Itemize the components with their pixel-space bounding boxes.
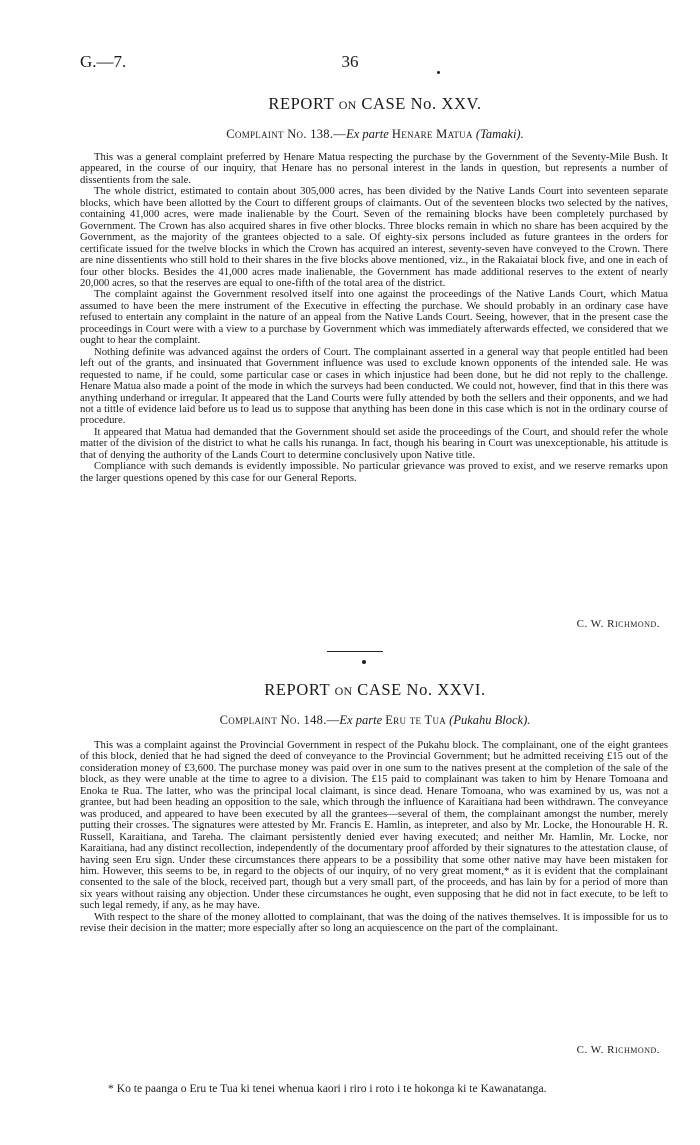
case25-title [80, 94, 670, 114]
case25-place: (Tamaki). [475, 127, 524, 141]
footnote: * Ko te paanga o Eru te Tua ki tenei whenua kaori i riro i roto i te hokonga ki te Kawanatanga. [108, 1082, 547, 1095]
case25-complaint-label: Complaint No. 138.— [226, 127, 347, 141]
case26-complaint-label: Complaint No. 148.— [219, 713, 340, 727]
page-reference: G.—7. [80, 52, 127, 71]
case25-title-case: CASE No. XXV. [361, 94, 482, 113]
case25-paragraph: The whole district, estimated to contain about 305,000 acres, has been divided by the Native Lands Court into seventeen separate blocks, which have been allotted by the Court to different groups of claimants. Out of the seventeen blocks two selected by the natives, containing 41,000 acres, were made inalienable by the Court. Seven of the remaining blocks have been completely purchased by Government. The Crown has also acquired shares in five other blocks. Three blocks remain in which no share has been acquired by the Government, as the majority of the grantees objected to a sale. Of eighty-six persons included as future grantees in the orders for certificate issued for the twelve blocks in which the Crown has acquired an interest, seventy-seven have conveyed to the Crown. There are nine dissentients who still hold to their shares in the five blocks above mentioned, viz., in the Rakaiatai block five, and one in each of four other blocks. Besides the 41,000 acres made inalienable, the Government has made additional reserves to the extent of nearly 20,000 acres, so that the reserves are equal to one-fifth of the total area of the district. [80, 185, 668, 289]
header-dot [437, 71, 440, 74]
case26-complainant-name: Eru te Tua [385, 713, 447, 727]
case25-signature: C. W. Richmond. [576, 618, 660, 630]
case26-paragraph: This was a complaint against the Provincial Government in respect of the Pukahu block. The complainant, one of the eight grantees of this block, denied that he had signed the deed of conveyance to the Provincial Government; but he admitted receiving £15 out of the consideration money of £3,600. The purchase money was paid over in one sum to the natives present at the completion of the sale of the block, as they were unable at the time to agree to a division. The £15 paid to complainant was taken to him by Henare Tomoana and Enoka te Rua. The latter, who was the principal local claimant, is since dead. Henare Tomoana, who was examined by us, was not a grantee, but had been heading an opposition to the sale, which through the influence of Karaitiana had been withdrawn. The conveyance was produced, and appeared to have been executed by all the grantees—several of them, the complainant amongst the number, merely putting their crosses. The signatures were attested by Mr. Francis E. Hamlin, as intepreter, and also by Mr. Locke, the Honourable H. R. Russell, Karaitiana, and Tareha. The claimant persistently denied ever having executed; and neither Mr. Hamlin, Mr. Locke, nor Karaitiana, had any distinct recollection, independently of the documentary proof afforded by their signatures to the attestation clause, of having seen Eru sign. Under these circumstances there appears to be a possibility that some other native may have been mistaken for him. However, this seems to be, in regard to the objects of our inquiry, of no very great moment,* as it is evident that the complainant consented to the sale of the block, received part, though but a very small part, of the proceeds, and has lain by for a period of more than six years without raising any objection. Under these circumstances he ought, even supposing that he did not in fact execute, to be left to such legal remedy, if any, as he may have. [80, 739, 668, 912]
case26-signature: C. W. Richmond. [576, 1044, 660, 1056]
case25-body [80, 152, 668, 484]
case26-body [80, 740, 668, 935]
case26-title [80, 680, 670, 700]
divider-dot [362, 660, 366, 664]
case25-title-prefix: REPORT [268, 94, 334, 113]
case26-paragraph: With respect to the share of the money allotted to complainant, that was the doing of the natives themselves. It is impossible for us to revise their decision in the matter; more especially after so long an acquiescence on the part of the complainant. [80, 910, 668, 935]
case25-complainant-name: Henare Matua [391, 127, 473, 141]
case25-paragraph: The complaint against the Government resolved itself into one against the proceedings of the Native Lands Court, which Matua assumed to have been the mere instrument of the Executive in effecting the purchase. We should probably in an ordinary case have refused to entertain any complaint in the nature of an appeal from the Native Lands Court. Seeing, however, that in the present case the proceedings in Court were with a view to a purchase by Government which was immediately afterwards effected, we considered that we ought to hear the complaint. [80, 288, 668, 347]
case26-place: (Pukahu Block). [449, 713, 531, 727]
page-number: 36 [341, 52, 359, 71]
case25-paragraph: Compliance with such demands is evidently impossible. No particular grievance was proved to exist, and we reserve remarks upon the larger questions opened by this case for our General Reports. [80, 460, 668, 484]
case25-paragraph: It appeared that Matua had demanded that the Government should set aside the proceedings of the Court, and should refer the whole matter of the division of the district to what he calls his runanga. In fact, though his bearing in Court was unexceptionable, his attitude is that of denying the authority of the Lands Court to determine conclusively upon Native title. [80, 425, 668, 461]
case26-title-on: on [334, 680, 353, 699]
page-header [80, 52, 620, 74]
case25-complaint-line [80, 127, 670, 142]
case26-title-case: CASE No. XXVI. [357, 680, 486, 699]
case26-complaint-line [80, 713, 670, 728]
case25-ex-parte: Ex parte [346, 127, 389, 141]
case25-title-on: on [338, 94, 357, 113]
case26-ex-parte: Ex parte [339, 713, 383, 727]
case25-paragraph: This was a general complaint preferred by Henare Matua respecting the purchase by the Government of the Seventy-Mile Bush. It appeared, in the course of our inquiry, that Henare has no personal interest in the lands in question, but represents a number of dissentients from the sale. [80, 151, 668, 186]
case25-paragraph: Nothing definite was advanced against the orders of Court. The complainant asserted in a general way that people entitled had been left out of the grants, and insinuated that Government influence was used to exclude known opponents of the intended sale. He was requested to name, if he could, some particular case or cases in which injustice had been done, but he did not reply to the challenge. Henare Matua also made a point of the mode in which the surveys had been conducted. We could not, however, find that in this there was anything underhand or irregular. It appeared that the Land Courts were fully attended by both the sellers and their opponents, and we had not a tittle of evidence laid before us to lead us to suppose that anything has been done in this case which is not in the ordinary course of procedure. [80, 345, 668, 427]
section-divider [327, 651, 383, 652]
case26-title-prefix: REPORT [264, 680, 330, 699]
